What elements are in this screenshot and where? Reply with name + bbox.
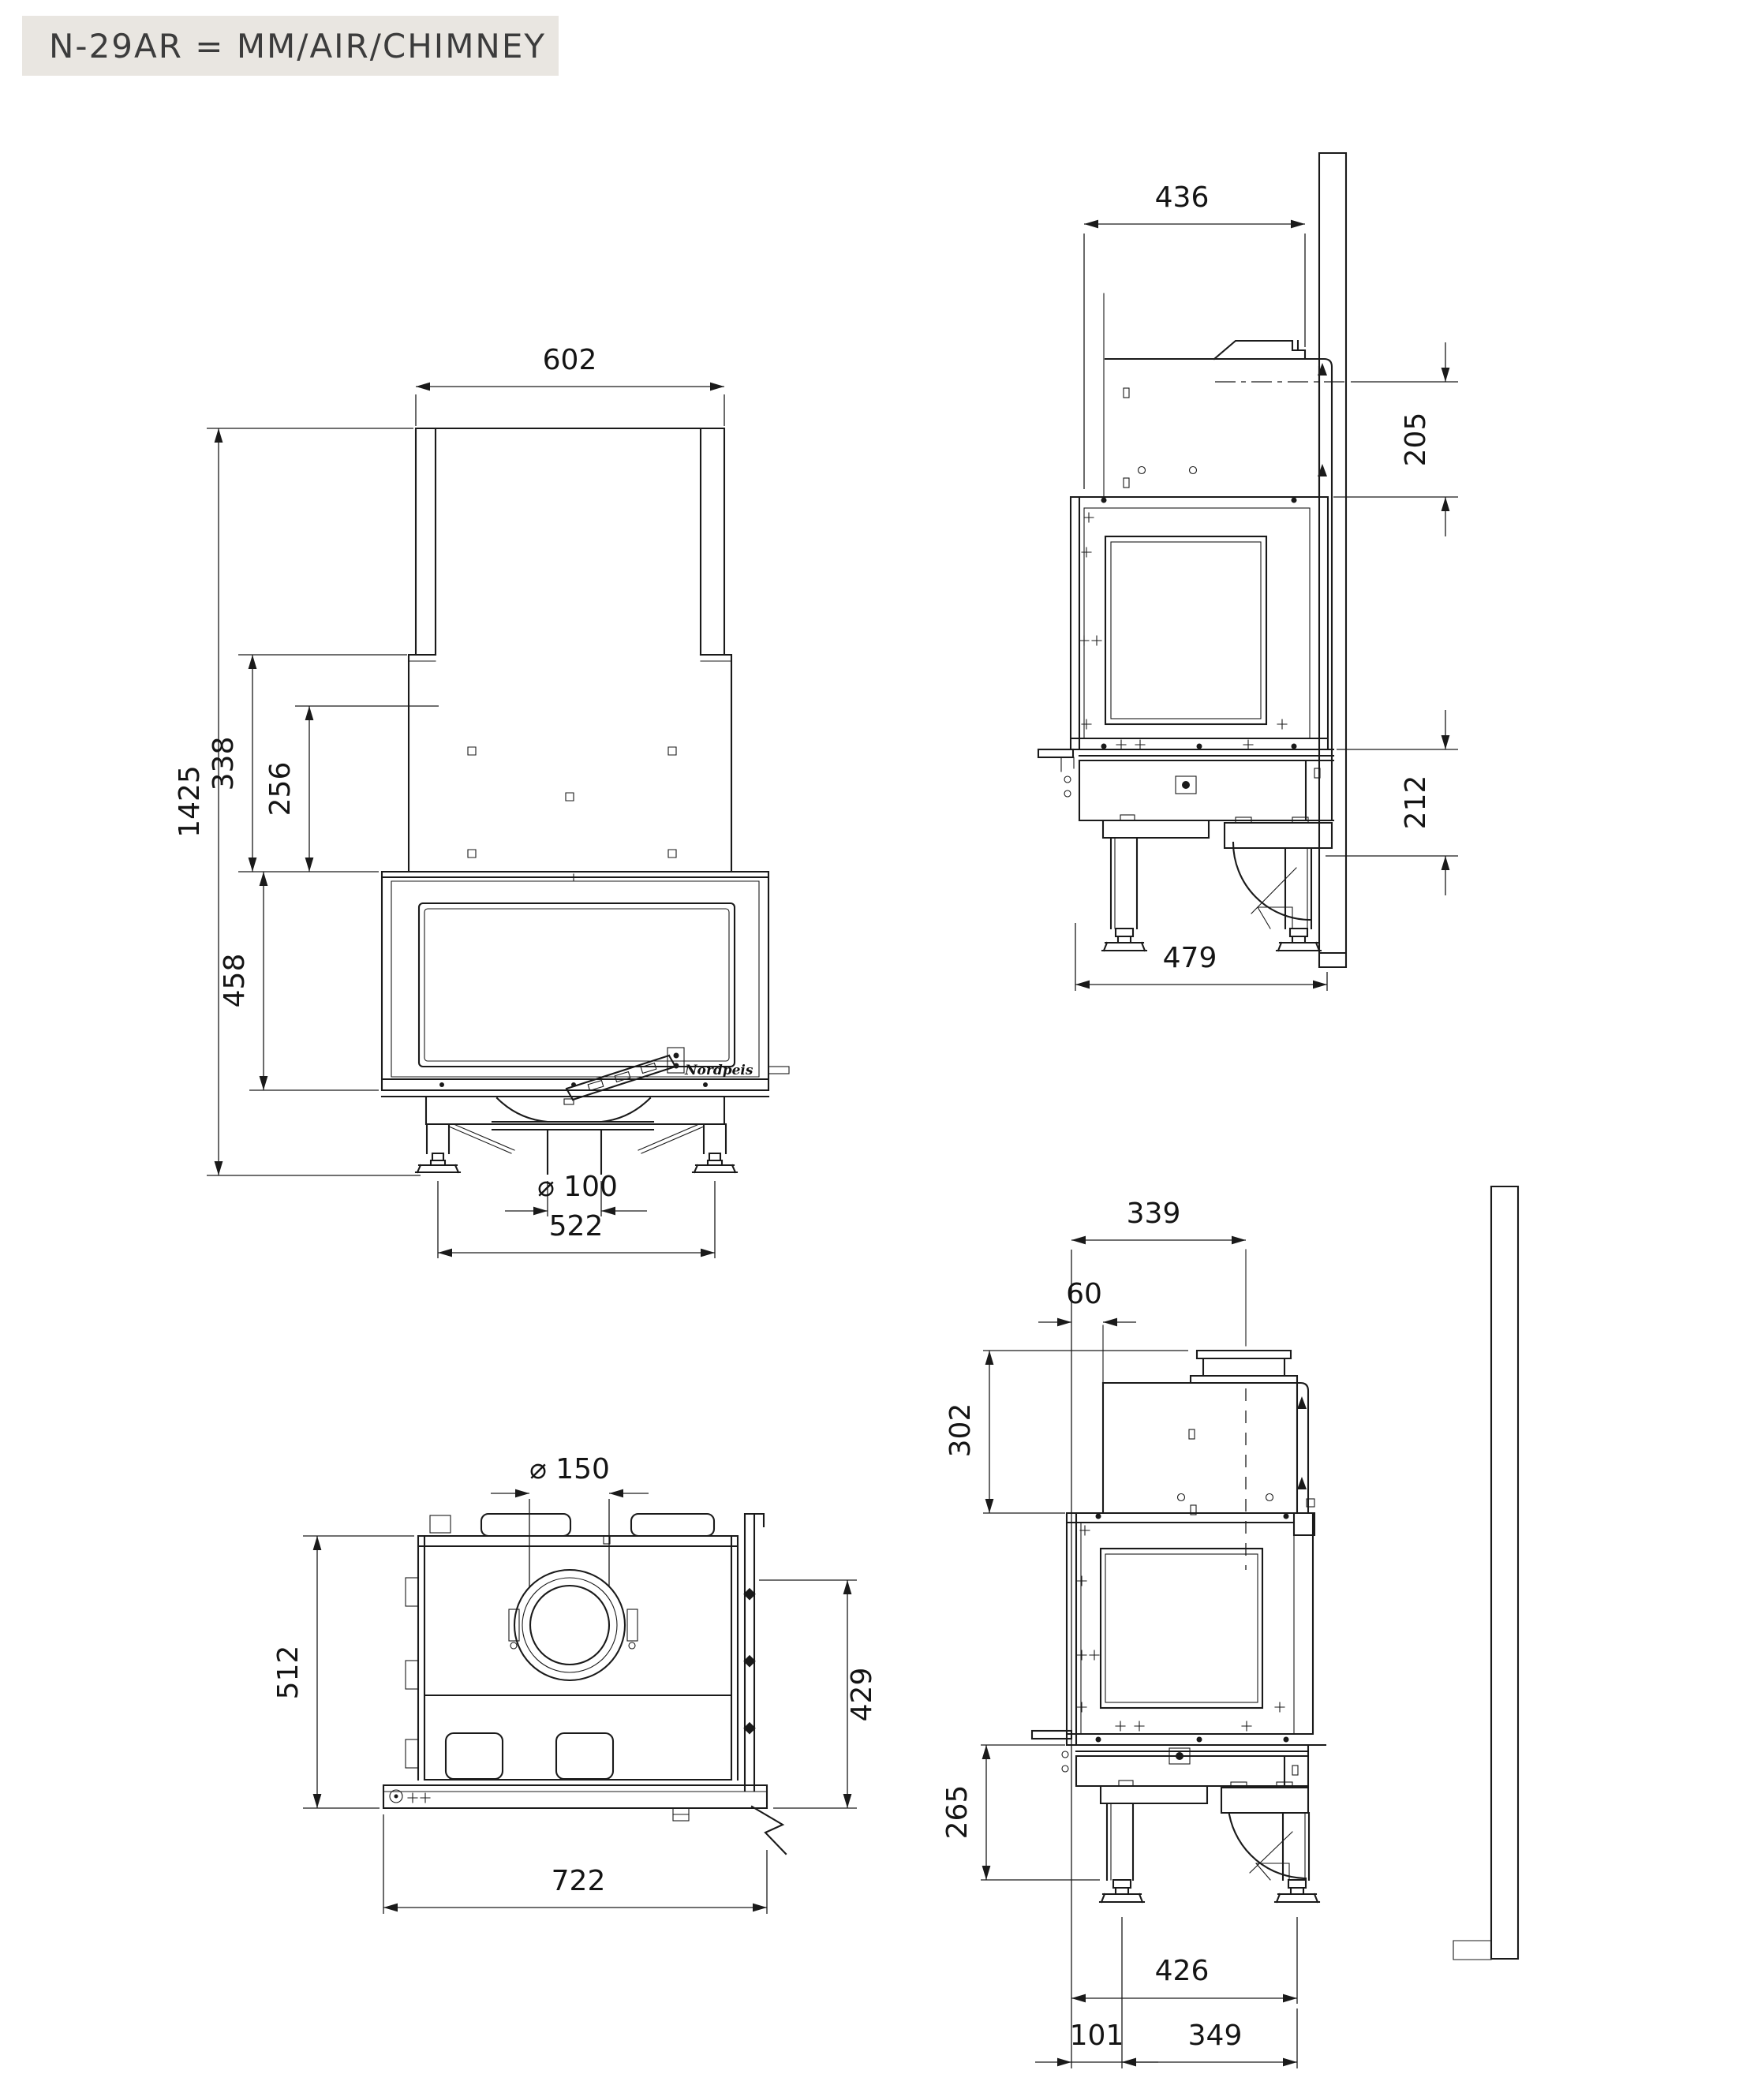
- air-intake-dome: [492, 1098, 653, 1174]
- dim-front-total-height: 1425: [174, 765, 206, 838]
- dim-air-flue-center: 339: [1126, 1198, 1181, 1230]
- dim-side-top-depth: 436: [1154, 181, 1210, 214]
- dim-air-front-offset: 60: [1066, 1278, 1102, 1310]
- dim-front-inner-offset: 256: [264, 761, 297, 816]
- door-handle-side-2: [1032, 1731, 1071, 1739]
- front-view: [174, 344, 789, 1258]
- dim-front-leg-span: 522: [548, 1210, 604, 1242]
- dim-front-top-width: 602: [542, 344, 597, 376]
- dim-side-flue-offset: 205: [1400, 412, 1432, 467]
- dim-air-front-foot: 101: [1069, 2020, 1124, 2052]
- drawing-title: N-29AR = MM/AIR/CHIMNEY: [49, 26, 547, 65]
- locking-lever: [567, 1048, 684, 1100]
- dim-side-base-height: 212: [1400, 775, 1432, 830]
- dim-top-total-width: 722: [551, 1865, 606, 1897]
- door-handle-front: [768, 1067, 789, 1074]
- dim-side-total-depth: 479: [1162, 942, 1217, 974]
- dim-top-total-depth: 512: [272, 1645, 305, 1700]
- top-view: [272, 1453, 878, 1914]
- door-swing-mark: [752, 1807, 786, 1854]
- side-air-dimensions: [941, 1198, 1297, 2068]
- top-view-dimensions: [272, 1453, 878, 1914]
- dim-front-duct-diameter: ⌀ 100: [537, 1171, 618, 1203]
- door-handle-side: [1038, 749, 1073, 757]
- flue-outlet-circle: [509, 1570, 638, 1680]
- dim-front-door-height: 458: [219, 953, 251, 1008]
- dim-air-foot-spacing: 349: [1187, 2020, 1243, 2052]
- rivet-marks-2: [1077, 1526, 1284, 1731]
- brand-logo: Nordpeis: [685, 1063, 753, 1078]
- dim-top-flue-diameter: ⌀ 150: [529, 1453, 610, 1485]
- legs-front: [416, 1124, 737, 1172]
- dim-air-upper-height: 302: [944, 1403, 977, 1458]
- dim-air-rear-foot-span: 426: [1154, 1955, 1210, 1987]
- side-view-chimney: [1038, 153, 1458, 991]
- rivet-marks: [1079, 513, 1287, 749]
- dim-top-inner-depth: 429: [846, 1667, 878, 1722]
- side-view-air: [941, 1186, 1518, 2068]
- dim-front-upper-box: 338: [208, 736, 240, 791]
- dim-air-base-height: 265: [941, 1784, 974, 1840]
